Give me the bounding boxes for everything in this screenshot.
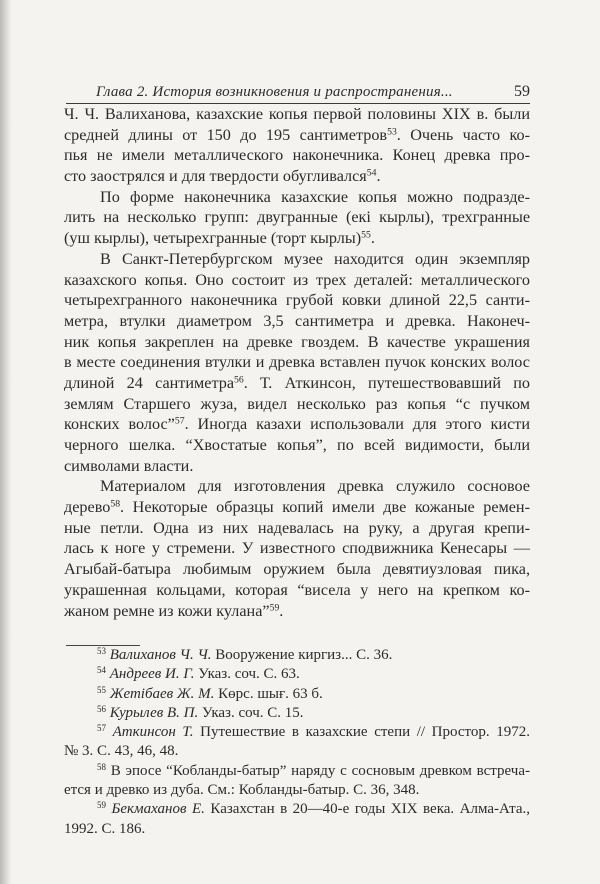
footnote-number: 53 — [97, 646, 106, 657]
line-text: лась к ноге у стремени. У известного сподвижника Кенесары — — [64, 539, 530, 558]
text-line — [64, 456, 530, 477]
footnote-number: 58 — [97, 761, 106, 772]
line-text: казахского копья. Оно состоит из трех деталей: металлического — [64, 270, 530, 289]
line-text: По форме наконечника казахские копья можно подразде- — [100, 187, 530, 206]
footnote — [64, 762, 530, 781]
text-line — [64, 104, 530, 125]
footnote — [64, 723, 530, 742]
text-line — [64, 394, 530, 415]
footnote-text: В эпосе “Кобланды-батыр” наряду с сосновым древком встреча- — [106, 762, 530, 779]
line-text: Агыбай-батыра любимым оружием была девятиузловая пика, — [64, 560, 530, 579]
line-text-tail: . — [370, 229, 375, 248]
text-line — [64, 207, 530, 228]
text-line — [64, 476, 530, 497]
text-line — [64, 497, 530, 518]
line-text: ные петли. Одна из них надевалась на руку, а другая крепи- — [64, 518, 530, 537]
line-text: средней длины от 150 до 195 сантиметров — [64, 125, 388, 144]
line-text-tail: . Т. Аткинсон, путешествовавший по — [243, 373, 530, 392]
text-line — [64, 559, 530, 580]
line-text: черного шелка. “Хвостатые копья”, по всей видимости, были — [64, 436, 530, 454]
footnote-ref: 56 — [234, 374, 244, 386]
footnote-text: Казахстан в 20—40-е годы XIX века. Алма-Ата., — [204, 801, 530, 818]
text-line — [64, 145, 530, 166]
line-text: длиной 24 сантиметра — [64, 373, 235, 392]
text-line — [64, 270, 530, 291]
footnote-text: Указ. соч. С. 63. — [194, 666, 300, 683]
line-text: в месте соединения втулки и древка вставлен пучок конских волос — [64, 353, 530, 372]
text-line — [64, 538, 530, 559]
footnote — [64, 665, 530, 684]
page-number: 59 — [514, 83, 530, 100]
footnote-author: Валиханов Ч. Ч. — [109, 647, 212, 663]
footnotes — [64, 646, 530, 839]
line-text: четырехгранного наконечника грубой ковки длиной 22,5 санти- — [64, 291, 530, 310]
footnote — [64, 685, 530, 704]
text-line — [64, 228, 530, 249]
footnote-author: Аткинсон Т. — [112, 724, 194, 741]
footnote-number: 55 — [97, 684, 106, 695]
footnote-text: Вооружение киргиз... С. 36. — [211, 647, 393, 663]
line-text-tail: . Иногда казахи использовали для этого кисти — [184, 415, 530, 434]
text-line — [64, 518, 530, 539]
text-line — [64, 166, 530, 187]
line-text: В Санкт-Петербургском музее находится один экземпляр — [100, 249, 530, 268]
footnote-author: Бекмаханов Е. — [111, 801, 205, 818]
text-line — [64, 352, 530, 373]
footnote-ref: 53 — [387, 126, 397, 138]
text-line — [64, 290, 530, 311]
text-line — [64, 249, 530, 270]
line-text: Материалом для изготовления древка служило сосновое — [100, 477, 530, 496]
footnote-text: 1992. С. 186. — [64, 820, 146, 837]
footnote-ref: 54 — [366, 167, 377, 179]
footnote-continuation — [64, 742, 530, 761]
line-text: землям Старшего жуза, видел несколько раз копья “с пучком — [64, 394, 530, 413]
line-text: пья не имели металлического наконечника. Конец древка про- — [64, 146, 530, 165]
text-line — [64, 187, 530, 208]
line-text: метра, втулки диаметром 3,5 сантиметра и древка. Наконеч- — [64, 311, 530, 330]
footnote-author: Жетібаев Ж. М. — [109, 685, 215, 702]
footnote — [64, 646, 530, 665]
footnote-number: 54 — [97, 665, 106, 676]
running-title: Глава 2. История возникновения и распространения... — [96, 84, 453, 100]
footnote-author: Андреев И. Г. — [109, 666, 195, 683]
footnote-text: № 3. С. 43, 46, 48. — [64, 743, 179, 760]
footnote-ref: 58 — [110, 498, 121, 510]
line-text-tail: . Очень часто ко- — [396, 125, 531, 144]
text-line — [64, 414, 530, 435]
footnote — [64, 704, 530, 723]
footnote-continuation — [64, 820, 530, 839]
line-text: сто заострялся и для твердости обугливался — [64, 167, 367, 186]
footnote-number: 56 — [97, 703, 106, 714]
text-line — [64, 601, 530, 622]
text-line — [64, 580, 530, 601]
line-text-tail: . — [376, 167, 381, 186]
line-text: лить на несколько групп: двугранные (екі кырлы), трехгранные — [64, 208, 530, 227]
text-line — [64, 332, 530, 353]
main-text — [64, 104, 530, 621]
line-text: жаном ремне из кожи кулана” — [64, 601, 270, 620]
footnote — [64, 800, 530, 819]
footnote-ref: 59 — [269, 602, 280, 614]
footnote-continuation — [64, 781, 530, 800]
line-text: украшенная кольцами, которая “висела у него на крепком ко- — [64, 580, 530, 599]
text-line — [64, 435, 530, 456]
footnote-text: Путешествие в казахские степи // Простор. 1972. — [193, 724, 531, 741]
line-text: Ч. Ч. Валиханова, казахские копья первой половины XIX в. были — [64, 105, 530, 123]
text-line — [64, 311, 530, 332]
footnote-text: Көрс. шығ. 63 б. — [214, 685, 323, 702]
line-text: символами власти. — [64, 456, 194, 475]
text-line — [64, 125, 530, 146]
line-text: ник копья закреплен на древке гвоздем. В качестве украшения — [64, 332, 530, 351]
line-text-tail: . — [279, 601, 284, 620]
footnote-ref: 55 — [361, 229, 371, 241]
line-text: (уш кырлы), четырехгранные (торт кырлы) — [64, 229, 362, 248]
footnote-author: Курылев В. П. — [109, 704, 199, 721]
footnote-text: Указ. соч. С. 15. — [198, 704, 304, 721]
line-text-tail: . Некоторые образцы копий имели две кожаные ремен- — [120, 498, 530, 517]
footnote-ref: 57 — [174, 415, 185, 427]
footnote-text: ется и древко из дуба. См.: Кобланды-батыр. С. 36, 348. — [64, 782, 420, 799]
text-line — [64, 373, 530, 394]
line-text: дерево — [64, 498, 111, 517]
footnote-number: 59 — [97, 800, 106, 811]
scan-edge-shadow — [0, 0, 12, 884]
running-header — [66, 82, 530, 102]
footnote-number: 57 — [97, 723, 106, 734]
line-text: конских волос” — [64, 415, 175, 434]
